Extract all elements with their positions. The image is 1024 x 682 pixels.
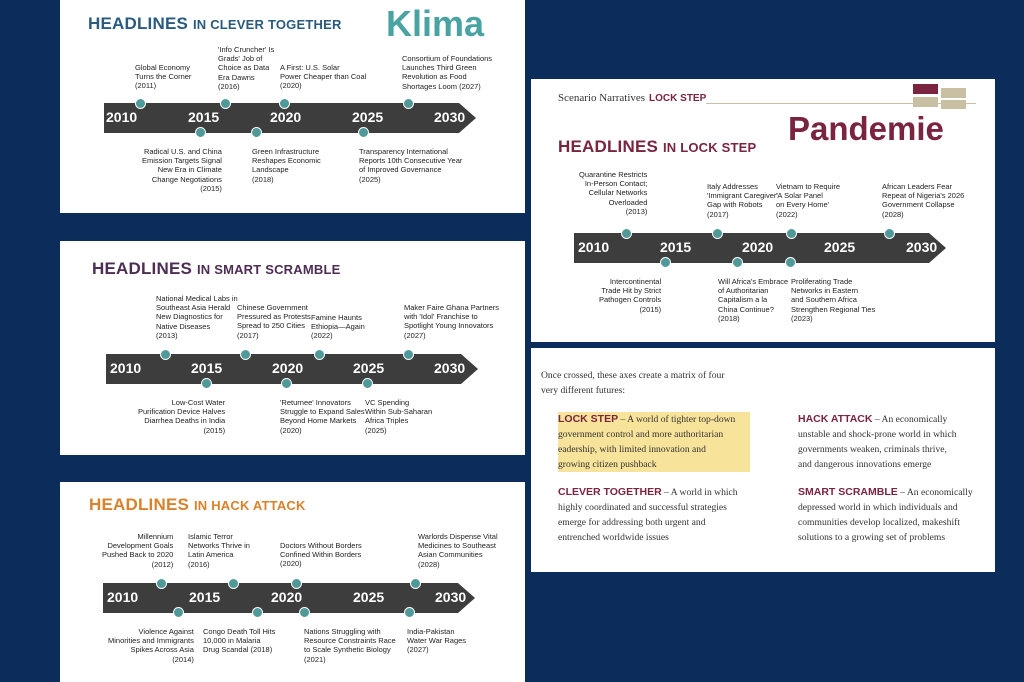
scramble-text: – An economically depressed world in which individuals and communities develop localized, makeshift solutions to a growing set of problems (798, 487, 973, 543)
year-label: 2025 (353, 589, 385, 605)
title-main: HEADLINES (88, 14, 189, 33)
year-label: 2015 (188, 109, 220, 125)
event-dot (621, 228, 632, 239)
panel-hack-attack (60, 482, 525, 682)
headline: Transparency International Reports 10th Consecutive Year of Improved Governance (2025) (359, 147, 463, 184)
panel-title (88, 14, 342, 34)
hack-text: – An economically unstable and shock-prone world in which governments weaken, criminals thrive, and dangerous innovations emerge (798, 414, 957, 470)
year-label: 2010 (578, 239, 610, 255)
year-label: 2020 (270, 109, 302, 125)
event-dot (195, 127, 206, 138)
year-label: 2020 (742, 239, 774, 255)
year-label: 2015 (191, 360, 223, 376)
panel-smart-scramble (60, 241, 525, 455)
title-sub: IN LOCK STEP (662, 140, 757, 155)
event-dot (279, 98, 290, 109)
headline: Intercontinental Trade Hit by Strict Pathogen Controls (2015) (599, 277, 662, 314)
headline: Warlords Dispense Vital Medicines to Southeast Asian Communities (2028) (418, 532, 498, 569)
panel-scenario-matrix (531, 348, 995, 572)
event-dot (135, 98, 146, 109)
year-label: 2010 (106, 109, 138, 125)
year-label: 2010 (107, 589, 139, 605)
headline: Quarantine Restricts In-Person Contact; Cellular Networks Overloaded (2013) (579, 170, 648, 216)
headline: Green Infrastructure Reshapes Economic Landscape (2018) (252, 147, 321, 184)
event-dot (358, 127, 369, 138)
year-label: 2030 (434, 109, 466, 125)
event-dot (403, 349, 414, 360)
hack-name: HACK ATTACK (798, 413, 873, 425)
headline: VC Spending Within Sub-Saharan Africa Triples (2025) (365, 398, 433, 435)
lockstep-text: – A world of tighter top-down government control and more authoritarian eadership, with limited innovation and growing citizen pushback (558, 414, 736, 470)
headline: Violence Against Minorities and Immigrants Spikes Across Asia (2014) (108, 627, 194, 664)
headline: 'Info Cruncher' Is Grads' Job of Choice as Data Era Dawns (2016) (218, 45, 275, 91)
event-dot (404, 607, 415, 618)
headline: Low-Cost Water Purification Device Halves Diarrhea Deaths in India (2015) (138, 398, 226, 435)
lockstep-description (558, 412, 750, 472)
headline: Millennium Development Goals Pushed Back to 2020 (2012) (102, 532, 174, 569)
hack-description (798, 412, 988, 472)
scramble-description (798, 485, 988, 545)
headline: Nations Struggling with Resource Constraints Race to Scale Synthetic Biology (2021) (304, 627, 396, 664)
brand-pandemie: Pandemie (788, 110, 944, 147)
clever-description (558, 485, 788, 545)
headline: Italy Addresses 'Immigrant Caregiver' Gap with Robots (2017) (707, 182, 778, 219)
event-dot (201, 378, 212, 389)
title-sub: IN HACK ATTACK (193, 498, 306, 513)
headline: Proliferating Trade Networks in Eastern and Southern Africa Strengthen Regional Ties (2023) (791, 277, 876, 323)
event-dot (785, 257, 796, 268)
brand-klima: Klima (386, 3, 485, 44)
title-main: HEADLINES (558, 137, 659, 156)
event-dot (291, 578, 302, 589)
logo-block (941, 100, 966, 109)
headline: Maker Faire Ghana Partners with 'Idol' Franchise to Spotlight Young Innovators (2027) (404, 303, 500, 340)
event-dot (786, 228, 797, 239)
event-dot (173, 607, 184, 618)
headline: National Medical Labs in Southeast Asia Herald New Diagnostics for Native Diseases (2013) (156, 294, 238, 340)
year-label: 2025 (824, 239, 856, 255)
title-sub: IN SMART SCRAMBLE (196, 262, 341, 277)
year-label: 2030 (435, 589, 467, 605)
year-label: 2030 (434, 360, 466, 376)
headline: Islamic Terror Networks Thrive in Latin America (2016) (188, 532, 250, 569)
headline: 'Returnee' Innovators Struggle to Expand Sales Beyond Home Markets (2020) (280, 398, 365, 435)
logo-block (913, 84, 938, 94)
event-dot (660, 257, 671, 268)
headline: Chinese Government Pressured as Protests Spread to 250 Cities (2017) (237, 303, 311, 340)
event-dot (252, 607, 263, 618)
panel-title (558, 137, 756, 157)
timeline (106, 354, 478, 384)
logo-block (941, 88, 966, 98)
title-main: HEADLINES (92, 259, 193, 278)
headline: A First: U.S. Solar Power Cheaper than Coal (2020) (280, 63, 367, 91)
event-dot (410, 578, 421, 589)
year-label: 2025 (352, 109, 384, 125)
title-main: HEADLINES (89, 495, 190, 514)
event-dot (228, 578, 239, 589)
year-label: 2015 (660, 239, 692, 255)
panel-title (89, 495, 306, 515)
clever-text: – A world in which highly coordinated and successful strategies emerge for addressing both urgent and entrenched worldwide issues (558, 487, 738, 543)
panel-clever-together (60, 0, 525, 213)
event-dot (712, 228, 723, 239)
panel-title (92, 259, 341, 279)
year-label: 2015 (189, 589, 221, 605)
headline: Global Economy Turns the Corner (2011) (135, 63, 192, 91)
headline: Vietnam to Require 'A Solar Panel on Every Home' (2022) (776, 182, 841, 219)
headline: Famine Haunts Ethiopia—Again (2022) (311, 313, 365, 341)
year-label: 2030 (906, 239, 938, 255)
title-sub: IN CLEVER TOGETHER (192, 17, 342, 32)
event-dot (220, 98, 231, 109)
section-label: Scenario Narratives (558, 92, 646, 104)
event-dot (299, 607, 310, 618)
scenario-header (558, 92, 706, 104)
event-dot (160, 349, 171, 360)
event-dot (732, 257, 743, 268)
year-label: 2020 (271, 589, 303, 605)
section-name: LOCK STEP (649, 93, 707, 104)
headline: Congo Death Toll Hits 10,000 in Malaria Drug Scandal (2018) (203, 627, 276, 655)
year-label: 2025 (353, 360, 385, 376)
year-label: 2020 (272, 360, 304, 376)
logo-block (913, 97, 938, 107)
headline: Radical U.S. and China Emission Targets Signal New Era in Climate Change Negotiations (2015) (142, 147, 222, 193)
year-label: 2010 (110, 360, 142, 376)
lockstep-name: LOCK STEP (558, 413, 619, 425)
event-dot (314, 349, 325, 360)
timeline (574, 233, 946, 263)
event-dot (281, 378, 292, 389)
headline: Doctors Without Borders Confined Within Borders (2020) (280, 541, 362, 569)
event-dot (251, 127, 262, 138)
headline: Will Africa's Embrace of Authoritarian Capitalism a la China Continue? (2018) (718, 277, 789, 323)
clever-name: CLEVER TOGETHER (558, 486, 662, 498)
headline: Consortium of Foundations Launches Third Green Revolution as Food Shortages Loom (2027) (402, 54, 493, 91)
scramble-name: SMART SCRAMBLE (798, 486, 898, 498)
panel-lock-step (531, 79, 995, 342)
event-dot (240, 349, 251, 360)
matrix-intro: Once crossed, these axes create a matrix of four very different futures: (541, 370, 725, 396)
timeline (104, 103, 476, 133)
event-dot (362, 378, 373, 389)
headline: African Leaders Fear Repeat of Nigeria's 2026 Government Collapse (2028) (882, 182, 965, 219)
event-dot (403, 98, 414, 109)
event-dot (156, 578, 167, 589)
event-dot (884, 228, 895, 239)
headline: India-Pakistan Water War Rages (2027) (407, 627, 467, 655)
timeline (103, 583, 475, 613)
